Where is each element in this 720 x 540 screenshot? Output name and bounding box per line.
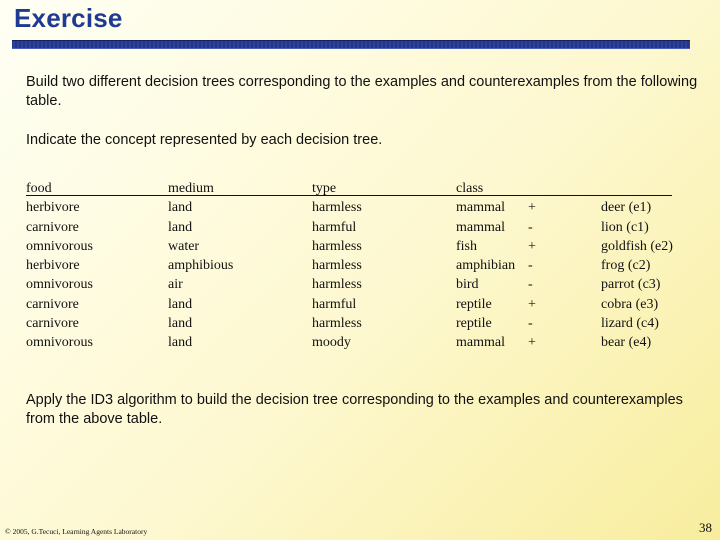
cell-class: reptile (456, 296, 492, 312)
column-food (26, 179, 93, 353)
cell-example-label: frog (c2) (601, 258, 651, 274)
instruction-apply-id3: Apply the ID3 algorithm to build the decision tree corresponding to the examples and counterexamples from the above table. (26, 392, 683, 427)
column-type (312, 179, 362, 353)
cell-sign: - (528, 277, 533, 293)
cell-type: harmful (312, 219, 357, 235)
cell-sign: - (528, 219, 533, 235)
cell-medium: air (168, 277, 183, 293)
header-sign-blank (528, 179, 536, 198)
column-medium (168, 179, 233, 353)
cell-example-label: bear (e4) (601, 335, 652, 351)
examples-table (26, 179, 676, 355)
cell-food: omnivorous (26, 277, 93, 293)
header-label-blank (601, 179, 673, 198)
cell-example-label: goldfish (e2) (601, 238, 673, 254)
cell-class: mammal (456, 335, 505, 351)
title-underline-bar (12, 40, 690, 49)
cell-sign: + (528, 200, 536, 216)
cell-example-label: lizard (c4) (601, 316, 659, 332)
cell-food: omnivorous (26, 238, 93, 254)
copyright-footer: © 2005, G.Tecuci, Learning Agents Laboratory (5, 527, 148, 536)
cell-medium: water (168, 238, 200, 254)
cell-class: fish (456, 238, 477, 254)
cell-example-label: deer (e1) (601, 200, 652, 216)
cell-type: harmless (312, 258, 362, 274)
instruction-indicate-concept: Indicate the concept represented by each decision tree. (26, 132, 383, 148)
cell-medium: land (168, 219, 193, 235)
column-sign (528, 179, 536, 353)
cell-medium: land (168, 316, 193, 332)
header-class: class (456, 181, 484, 196)
cell-food: carnivore (26, 316, 79, 332)
cell-class: amphibian (456, 258, 516, 274)
instruction-build-trees: Build two different decision trees corresponding to the examples and counterexamples from the following table. (26, 74, 698, 109)
cell-medium: land (168, 200, 193, 216)
cell-sign: + (528, 238, 536, 254)
cell-class: bird (456, 277, 479, 293)
cell-medium: amphibious (168, 258, 234, 274)
cell-food: herbivore (26, 200, 80, 216)
slide-title: Exercise (14, 3, 123, 33)
cell-example-label: lion (c1) (601, 219, 649, 235)
cell-type: harmless (312, 316, 362, 332)
cell-class: mammal (456, 219, 505, 235)
cell-food: carnivore (26, 219, 79, 235)
cell-food: carnivore (26, 296, 79, 312)
cell-medium: land (168, 296, 193, 312)
header-food: food (26, 181, 52, 196)
cell-type: moody (312, 335, 351, 351)
header-medium: medium (168, 181, 214, 196)
cell-sign: + (528, 296, 536, 312)
cell-class: reptile (456, 316, 492, 332)
cell-food: omnivorous (26, 335, 93, 351)
cell-class: mammal (456, 200, 505, 216)
page-number: 38 (699, 520, 712, 535)
cell-sign: + (528, 335, 536, 351)
cell-example-label: parrot (c3) (601, 277, 661, 293)
cell-type: harmless (312, 277, 362, 293)
cell-type: harmless (312, 238, 362, 254)
cell-type: harmless (312, 200, 362, 216)
cell-sign: - (528, 316, 533, 332)
cell-example-label: cobra (e3) (601, 296, 659, 312)
header-type: type (312, 181, 337, 196)
cell-medium: land (168, 335, 193, 351)
column-class (456, 179, 515, 353)
column-example-label (601, 179, 673, 353)
cell-sign: - (528, 258, 533, 274)
cell-type: harmful (312, 296, 357, 312)
cell-food: herbivore (26, 258, 80, 274)
